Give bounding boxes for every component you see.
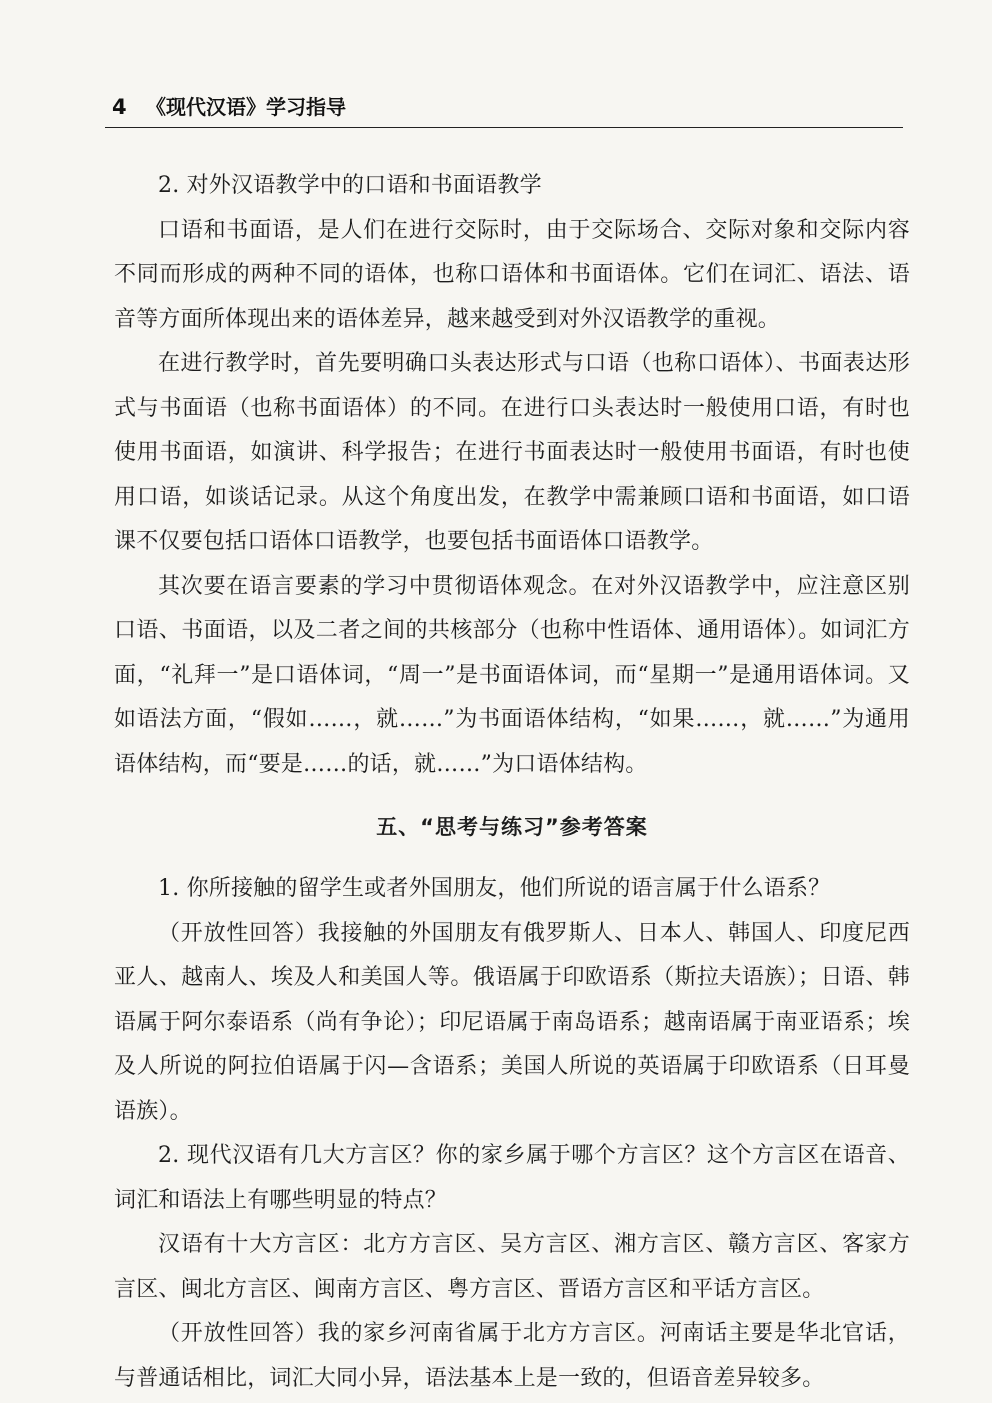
- subsection-heading: 2. 对外汉语教学中的口语和书面语教学: [158, 173, 542, 198]
- paragraph: 在进行教学时，首先要明确口头表达形式与口语（也称口语体）、书面表达形式与书面语（也称书面语体）的不同。在进行口头表达时一般使用口语，有时也使用书面语，如演讲、科学报告；在进行书面表达时一般使用书面语，有时也使用口语，如谈话记录。从这个角度出发，在教学中需兼顾口语和书面语，如口语课不仅要包括口语体口语教学，也要包括书面语体口语教学。: [114, 351, 910, 554]
- section-title: 五、“思考与练习”参考答案: [376, 815, 648, 839]
- paragraph: 其次要在语言要素的学习中贯彻语体观念。在对外汉语教学中，应注意区别口语、书面语，以及二者之间的共核部分（也称中性语体、通用语体）。如词汇方面，“礼拜一”是口语体词，“周一”是书面语体词，而“星期一”是通用语体词。又如语法方面，“假如……，就……”为书面语体结构，“如果……，就……”为通用语体结构，而“要是……的话，就……”为口语体结构。: [114, 573, 910, 777]
- page-number: 4: [112, 95, 127, 119]
- book-title: 《现代汉语》学习指导: [146, 95, 346, 119]
- running-header: [112, 92, 902, 126]
- question: 2. 现代汉语有几大方言区？你的家乡属于哪个方言区？这个方言区在语音、词汇和语法上有哪些明显的特点？: [114, 1143, 910, 1213]
- page-body: [114, 164, 910, 1401]
- answer: （开放性回答）我接触的外国朋友有俄罗斯人、日本人、韩国人、印度尼西亚人、越南人、埃及人和美国人等。俄语属于印欧语系（斯拉夫语族）；日语、韩语属于阿尔泰语系（尚有争论）；印尼语属于南岛语系；越南语属于南亚语系；埃及人所说的阿拉伯语属于闪—含语系；美国人所说的英语属于印欧语系（日耳曼语族）。: [114, 920, 910, 1124]
- answer: （开放性回答）我的家乡河南省属于北方方言区。河南话主要是华北官话，与普通话相比，词汇大同小异，语法基本上是一致的，但语音差异较多。: [114, 1321, 910, 1391]
- header-rule: [105, 127, 903, 128]
- paragraph: 口语和书面语，是人们在进行交际时，由于交际场合、交际对象和交际内容不同而形成的两种不同的语体，也称口语体和书面语体。它们在词汇、语法、语音等方面所体现出来的语体差异，越来越受到对外汉语教学的重视。: [114, 217, 910, 332]
- question: 1. 你所接触的留学生或者外国朋友，他们所说的语言属于什么语系？: [158, 876, 831, 901]
- answer: 汉语有十大方言区：北方方言区、吴方言区、湘方言区、赣方言区、客家方言区、闽北方言区、闽南方言区、粤方言区、晋语方言区和平话方言区。: [114, 1232, 910, 1302]
